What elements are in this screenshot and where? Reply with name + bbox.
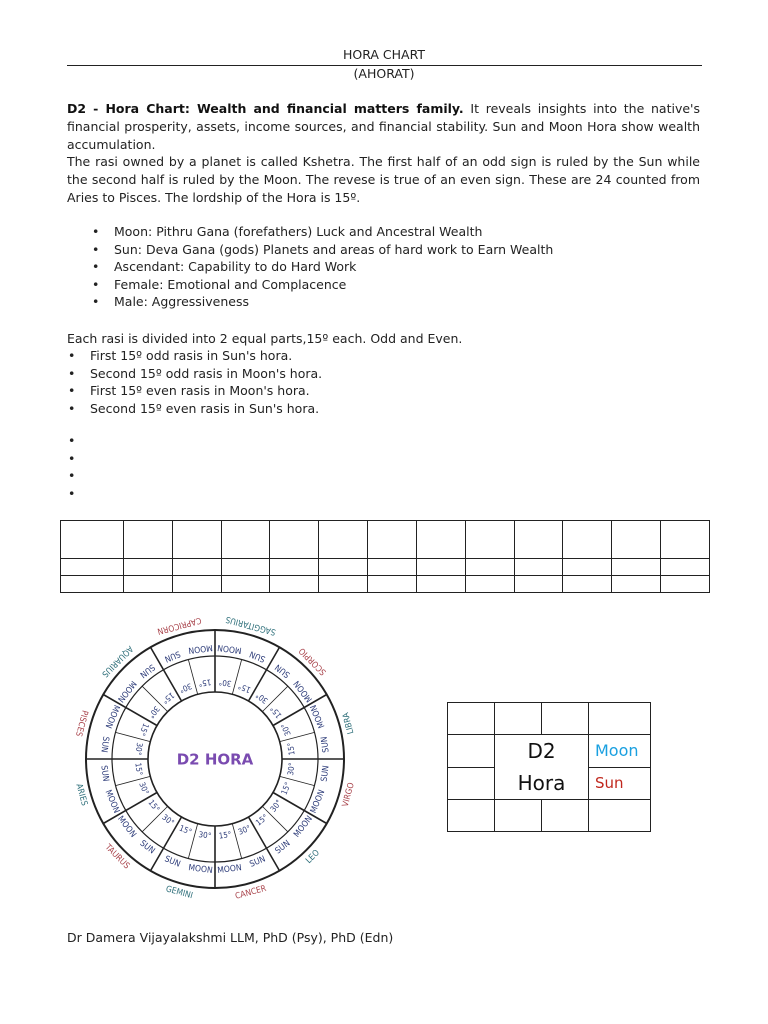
table-cell bbox=[514, 559, 563, 576]
degree-15-label: 15° bbox=[236, 681, 253, 695]
hora-lord-label: SUN bbox=[319, 764, 332, 783]
moon-cell: Moon bbox=[589, 735, 651, 768]
hora-lord-label: MOON bbox=[308, 788, 328, 815]
table-cell bbox=[221, 521, 270, 559]
hora-lord-label: MOON bbox=[115, 814, 138, 840]
table-cell bbox=[495, 800, 542, 832]
table-cell bbox=[448, 800, 495, 832]
list-item: • Second 15º even rasis in Sun's hora. bbox=[68, 400, 322, 418]
list-item: • Ascendant: Capability to do Hard Work bbox=[92, 258, 553, 276]
list-item: • Female: Emotional and Complacence bbox=[92, 276, 553, 294]
hora-lord-label: MOON bbox=[102, 788, 122, 815]
degree-15-label: 15° bbox=[218, 830, 233, 841]
degree-15-label: 15° bbox=[146, 798, 162, 814]
table-cell bbox=[61, 559, 124, 576]
d2-center-cell bbox=[495, 735, 589, 800]
table-row bbox=[448, 800, 651, 832]
sign-label-aquarius: AQUARIUS bbox=[99, 643, 135, 679]
sign-label-capricorn: CAPRICORN bbox=[156, 614, 203, 636]
hora-lord-label: MOON bbox=[216, 641, 243, 655]
sign-label-gemini: GEMINI bbox=[164, 884, 194, 902]
table-cell bbox=[448, 767, 495, 800]
table-cell bbox=[661, 521, 710, 559]
hora-label: Hora bbox=[517, 771, 566, 795]
list-item: • First 15º even rasis in Moon's hora. bbox=[68, 382, 322, 400]
sun-cell: Sun bbox=[589, 767, 651, 800]
hora-lord-label: SUN bbox=[273, 661, 293, 680]
table-cell bbox=[368, 559, 417, 576]
table-cell bbox=[416, 559, 465, 576]
degree-15-label: 15° bbox=[279, 780, 293, 797]
table-cell bbox=[542, 703, 589, 735]
table-cell bbox=[124, 559, 173, 576]
hora-lord-label: SUN bbox=[98, 735, 111, 754]
degree-30-label: 30° bbox=[133, 741, 144, 756]
table-cell bbox=[270, 521, 319, 559]
table-cell bbox=[416, 576, 465, 593]
d2-hora-table bbox=[447, 702, 651, 832]
table-cell bbox=[563, 521, 612, 559]
hora-lord-label: MOON bbox=[102, 703, 122, 730]
table-cell bbox=[416, 521, 465, 559]
table-cell bbox=[661, 559, 710, 576]
table-cell bbox=[221, 576, 270, 593]
sign-label-libra: LIBRA bbox=[341, 711, 357, 736]
table-cell bbox=[172, 559, 221, 576]
hora-lord-label: SUN bbox=[319, 735, 332, 754]
hora-lord-label: MOON bbox=[187, 863, 214, 877]
table-cell bbox=[319, 521, 368, 559]
degree-30-label: 30° bbox=[218, 677, 233, 688]
hora-lord-label: MOON bbox=[292, 678, 315, 704]
page-subtitle: (AHORAT) bbox=[353, 66, 415, 81]
degree-30-label: 30° bbox=[279, 721, 293, 738]
table-cell bbox=[661, 576, 710, 593]
table-row bbox=[448, 703, 651, 735]
degree-15-label: 15° bbox=[197, 677, 212, 688]
list-item: • Moon: Pithru Gana (forefathers) Luck and Ancestral Wealth bbox=[92, 223, 553, 241]
sign-label-leo: LEO bbox=[304, 848, 322, 866]
list-item: • Sun: Deva Gana (gods) Planets and areas of hard work to Earn Wealth bbox=[92, 241, 553, 259]
sign-label-aries: ARIES bbox=[73, 782, 89, 807]
table-cell bbox=[172, 521, 221, 559]
table-cell bbox=[514, 576, 563, 593]
degree-15-label: 15° bbox=[286, 741, 297, 756]
degree-15-label: 15° bbox=[133, 762, 144, 777]
table-cell bbox=[448, 703, 495, 735]
hora-lord-label: SUN bbox=[248, 648, 268, 664]
sign-label-cancer: CANCER bbox=[234, 883, 268, 902]
table-cell bbox=[368, 576, 417, 593]
hora-lord-label: MOON bbox=[115, 678, 138, 704]
table-cell bbox=[589, 800, 651, 832]
degree-30-label: 30° bbox=[236, 823, 253, 837]
page-title: HORA CHART bbox=[342, 47, 426, 62]
division-rules-list bbox=[68, 347, 322, 417]
table-cell bbox=[465, 521, 514, 559]
hora-lord-label: MOON bbox=[216, 863, 243, 877]
list-item: • First 15º odd rasis in Sun's hora. bbox=[68, 347, 322, 365]
significations-list bbox=[92, 223, 553, 311]
division-intro: Each rasi is divided into 2 equal parts,15º each. Odd and Even. bbox=[67, 331, 463, 346]
sign-label-scorpio: SCORPIO bbox=[297, 645, 329, 677]
degree-30-label: 30° bbox=[286, 762, 297, 777]
table-cell bbox=[270, 559, 319, 576]
table-cell bbox=[61, 521, 124, 559]
intro-text: It reveals insights into the native's financial prosperity, assets, income sources, and financial stability. Sun and Moon Hora show wealth accumulation. bbox=[67, 101, 700, 152]
table-cell bbox=[612, 576, 661, 593]
hora-lord-label: SUN bbox=[162, 648, 182, 664]
hora-lord-label: SUN bbox=[162, 854, 182, 870]
list-item: • Male: Aggressiveness bbox=[92, 293, 553, 311]
table-cell bbox=[124, 521, 173, 559]
hora-lord-label: SUN bbox=[137, 838, 157, 857]
intro-heading: D2 - Hora Chart: Wealth and financial matters family. bbox=[67, 101, 464, 116]
hora-lord-label: SUN bbox=[98, 764, 111, 783]
sign-label-taurus: TAURUS bbox=[102, 842, 132, 872]
table-cell bbox=[465, 559, 514, 576]
table-cell bbox=[612, 521, 661, 559]
degree-15-label: 15° bbox=[137, 721, 151, 738]
table-row bbox=[61, 521, 710, 559]
table-cell bbox=[319, 576, 368, 593]
sign-label-virgo: VIRGO bbox=[340, 781, 357, 809]
table-cell bbox=[221, 559, 270, 576]
table-row bbox=[61, 576, 710, 593]
kshetra-paragraph: The rasi owned by a planet is called Kshetra. The first half of an odd sign is ruled by the Sun while the second half is ruled by the Moon. The revese is true of an even sign. These are 24 counted from Aries to Pisces. The lordship of the Hora is 15º. bbox=[67, 154, 700, 205]
d2-hora-wheel bbox=[72, 605, 358, 902]
hora-lord-label: MOON bbox=[308, 703, 328, 730]
hora-lord-label: SUN bbox=[248, 854, 268, 870]
table-cell bbox=[319, 559, 368, 576]
table-cell bbox=[589, 703, 651, 735]
table-cell bbox=[465, 576, 514, 593]
table-cell bbox=[495, 703, 542, 735]
degree-15-label: 15° bbox=[254, 812, 270, 828]
degree-15-label: 15° bbox=[177, 823, 194, 837]
table-cell bbox=[542, 800, 589, 832]
empty-grid-table bbox=[60, 520, 710, 593]
table-cell bbox=[172, 576, 221, 593]
table-cell bbox=[514, 521, 563, 559]
hora-lord-label: SUN bbox=[137, 661, 157, 680]
d2-label: D2 bbox=[527, 739, 556, 763]
intro-paragraph bbox=[67, 100, 700, 154]
degree-30-label: 30° bbox=[160, 812, 176, 828]
hora-lord-label: MOON bbox=[187, 641, 214, 655]
table-cell bbox=[124, 576, 173, 593]
footer-author: Dr Damera Vijayalakshmi LLM, PhD (Psy), PhD (Edn) bbox=[67, 930, 394, 945]
degree-30-label: 30° bbox=[146, 704, 162, 720]
table-cell bbox=[563, 559, 612, 576]
table-row bbox=[448, 735, 651, 768]
hora-lord-label: MOON bbox=[292, 814, 315, 840]
degree-30-label: 30° bbox=[137, 780, 151, 797]
table-cell bbox=[368, 521, 417, 559]
table-cell bbox=[61, 576, 124, 593]
wheel-center-label: D2 HORA bbox=[176, 750, 254, 769]
degree-30-label: 30° bbox=[197, 830, 212, 841]
degree-30-label: 30° bbox=[268, 798, 284, 814]
table-cell bbox=[612, 559, 661, 576]
degree-30-label: 30° bbox=[177, 681, 194, 695]
table-cell bbox=[448, 735, 495, 768]
degree-30-label: 30° bbox=[254, 690, 270, 706]
degree-15-label: 15° bbox=[268, 704, 284, 720]
list-item: • Second 15º odd rasis in Moon's hora. bbox=[68, 365, 322, 383]
sign-label-saggitarius: SAGGITARIUS bbox=[224, 613, 277, 637]
table-cell bbox=[563, 576, 612, 593]
degree-15-label: 15° bbox=[160, 690, 176, 706]
hora-lord-label: SUN bbox=[273, 838, 293, 857]
table-cell bbox=[270, 576, 319, 593]
table-row bbox=[61, 559, 710, 576]
sign-label-pisces: PISCES bbox=[72, 708, 90, 738]
